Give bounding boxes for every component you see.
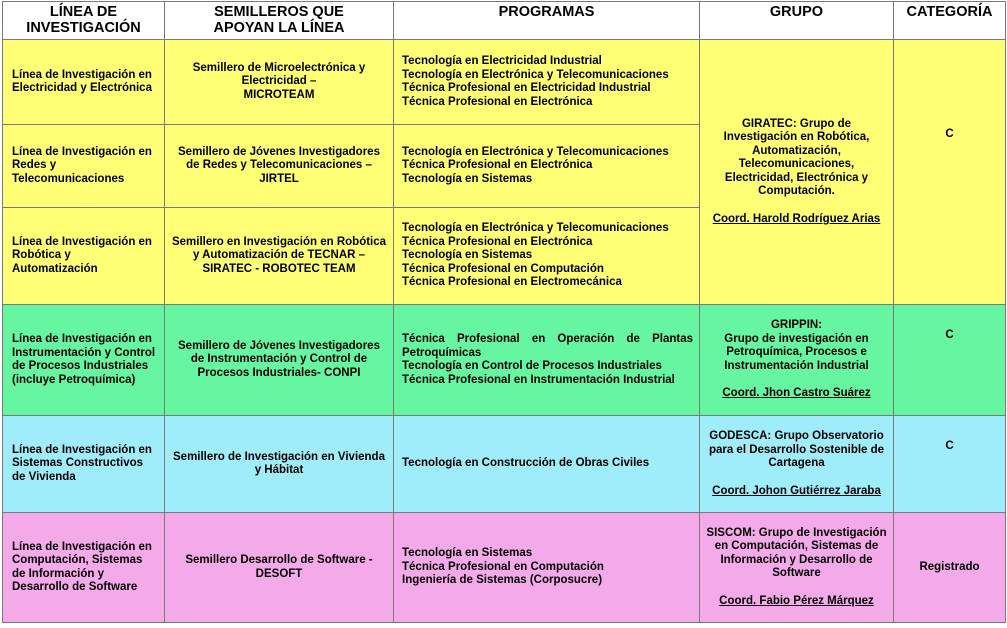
programa-item: Tecnología en Construcción de Obras Civiles <box>402 457 650 470</box>
grupo-coordinator: Coord. Jhon Castro Suárez <box>722 387 871 400</box>
programa-item: Técnica Profesional en Operación de Plantas Petroquímicas <box>402 333 693 359</box>
linea-cell: Línea de Investigación en Redes y Telecomunicaciones <box>3 125 165 208</box>
programas-cell <box>394 40 700 125</box>
programa-item: Técnica Profesional en Electrónica <box>402 95 593 108</box>
programas-cell <box>394 416 700 513</box>
programa-item: Técnica Profesional en Electrónica <box>402 235 593 248</box>
semillero-cell: Semillero en Investigación en Robótica y Automatización de TECNAR – SIRATEC - ROBOTEC TEAM <box>165 208 394 305</box>
grupo-cell-godesca <box>700 416 894 513</box>
grupo-coordinator: Coord. Johon Gutiérrez Jaraba <box>712 484 881 497</box>
linea-cell: Línea de Investigación en Robótica y Automatización <box>3 208 165 305</box>
grupo-cell-siscom <box>700 513 894 623</box>
grupo-name: SISCOM: Grupo de Investigación en Computación, Sistemas de Información y Desarrollo de Software <box>706 526 887 580</box>
programas-cell <box>394 305 700 416</box>
header-linea: LÍNEA DE INVESTIGACIÓN <box>3 2 165 40</box>
semillero-cell: Semillero de Microelectrónica y Electricidad – MICROTEAM <box>165 40 394 125</box>
programa-item: Tecnología en Sistemas <box>402 249 533 262</box>
programa-item: Técnica Profesional en Computación <box>402 560 604 573</box>
programas-cell <box>394 125 700 208</box>
linea-cell: Línea de Investigación en Electricidad y Electrónica <box>3 40 165 125</box>
header-row <box>3 2 1006 40</box>
research-lines-table <box>2 1 1006 623</box>
semillero-cell: Semillero de Investigación en Vivienda y Hábitat <box>165 416 394 513</box>
semillero-cell: Semillero de Jóvenes Investigadores de Instrumentación y Control de Procesos Industriales- CONPI <box>165 305 394 416</box>
semillero-cell: Semillero de Jóvenes Investigadores de Redes y Telecomunicaciones – JIRTEL <box>165 125 394 208</box>
programa-item: Tecnología en Sistemas <box>402 547 533 560</box>
programas-cell <box>394 208 700 305</box>
grupo-name: GIRATEC: Grupo de Investigación en Robótica, Automatización, Telecomunicaciones, Electricidad, Electrónica y Computación. <box>723 117 870 198</box>
categoria-cell: Registrado <box>894 513 1006 623</box>
programa-item: Tecnología en Electrónica y Telecomunicaciones <box>402 68 669 81</box>
programa-item: Técnica Profesional en Electrónica <box>402 159 593 172</box>
programa-item: Tecnología en Electrónica y Telecomunicaciones <box>402 222 669 235</box>
programa-item: Tecnología en Electricidad Industrial <box>402 55 602 67</box>
grupo-cell-grippin <box>700 305 894 416</box>
categoria-cell: C <box>894 416 1006 513</box>
programa-item: Técnica Profesional en Instrumentación Industrial <box>402 373 675 386</box>
linea-cell: Línea de Investigación en Sistemas Constructivos de Vivienda <box>3 416 165 513</box>
grupo-cell-giratec <box>700 40 894 305</box>
categoria-cell: C <box>894 305 1006 416</box>
grupo-coordinator: Coord. Harold Rodríguez Arias <box>712 212 881 225</box>
grupo-coordinator: Coord. Fabio Pérez Márquez <box>719 594 874 607</box>
table-row <box>3 513 1006 623</box>
semillero-cell: Semillero Desarrollo de Software - DESOFT <box>165 513 394 623</box>
header-programas: PROGRAMAS <box>394 2 700 40</box>
programa-item: Tecnología en Electrónica y Telecomunicaciones <box>402 145 669 158</box>
programa-item: Tecnología en Sistemas <box>402 172 533 185</box>
programa-item: Técnica Profesional en Electricidad Industrial <box>402 82 651 94</box>
header-categoria: CATEGORÍA <box>894 2 1006 40</box>
grupo-name: GODESCA: Grupo Observatorio para el Desarrollo Sostenible de Cartagena <box>708 430 885 469</box>
programa-item: Técnica Profesional en Electromecánica <box>402 276 622 289</box>
table-row <box>3 40 1006 125</box>
grupo-name: GRIPPIN: Grupo de investigación en Petroquímica, Procesos e Instrumentación Industrial <box>724 319 869 372</box>
linea-cell: Línea de Investigación en Instrumentación y Control de Procesos Industriales (incluye Petroquímica) <box>3 305 165 416</box>
table-row <box>3 416 1006 513</box>
categoria-cell: C <box>894 40 1006 305</box>
table-row <box>3 305 1006 416</box>
linea-cell: Línea de Investigación en Computación, Sistemas de Información y Desarrollo de Software <box>3 513 165 623</box>
header-grupo: GRUPO <box>700 2 894 40</box>
programa-item: Ingeniería de Sistemas (Corposucre) <box>402 574 603 587</box>
header-semilleros: SEMILLEROS QUE APOYAN LA LÍNEA <box>165 2 394 40</box>
programa-item: Técnica Profesional en Computación <box>402 262 604 275</box>
programa-item: Tecnología en Control de Procesos Industriales <box>402 360 662 372</box>
programas-cell <box>394 513 700 623</box>
